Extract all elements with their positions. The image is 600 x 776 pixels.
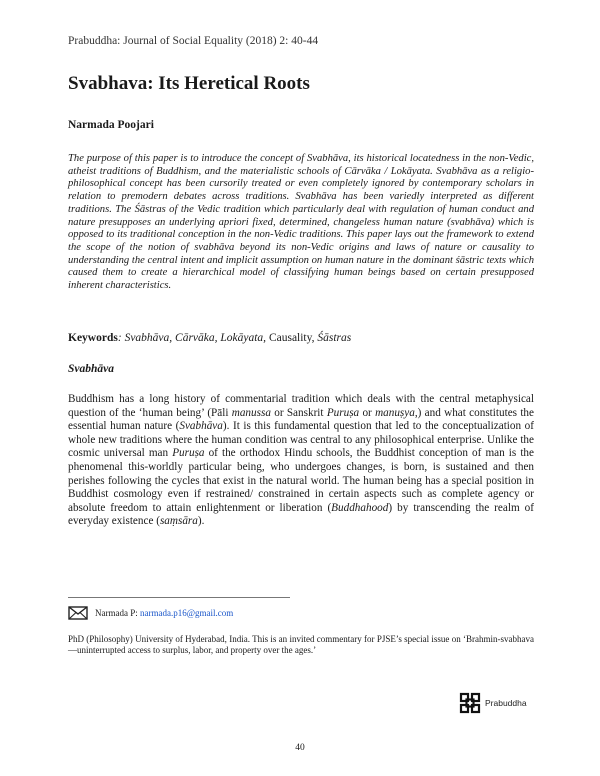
- page-number: 40: [295, 743, 305, 753]
- contact-prefix: Narmada P:: [95, 608, 138, 618]
- article-title: Svabhava: Its Heretical Roots: [68, 73, 310, 94]
- section-heading: Svabhāva: [68, 363, 114, 375]
- keywords-label: Keywords: [68, 332, 118, 344]
- keywords: Keywords: Svabhāva, Cārvāka, Lokāyata, Causality, Śāstras: [68, 332, 352, 344]
- knot-icon: [459, 692, 481, 714]
- prabuddha-logo: [459, 692, 527, 714]
- keywords-last: Śāstras: [317, 332, 352, 344]
- abstract: The purpose of this paper is to introduce the concept of Svabhāva, its historical locatedness in the non-Vedic, atheist traditions of Buddhism, and the materialistic schools of Cārvāka / Lokāyata. Svabhāva as a religio-philosophical concept has been cursorily treated or even completely ignored by contemporary scholars in relation to premodern debates across traditions. Svabhāva has been variedly interpreted as different traditions. The Śāstras of the Vedic tradition which particularly deal with regulation of human conduct and nature presupposes an underlying apriori fixed, determined, changeless human nature (svabhāva) which is opposed to its traditional conception in the non-Vedic traditions. This paper lays out the framework to extend the scope of the notion of svabhāva beyond its non-Vedic origins and laws of nature or causality to understanding the central intent and implicit assumption on human nature in the dominant śāstric texts which caused them to create a hierarchical model of classifying human beings based on certain presupposed inherent characteristics.: [68, 153, 534, 292]
- body-paragraph: Buddhism has a long history of commentarial tradition which deals with the central metaphysical question of the ‘human being’ (Pāli manussa or Sanskrit Puruṣa or manuṣya,) and what constitutes the essential human nature (Svabhāva). It is this fundamental question that led to the conceptualization of whole new traditions where the human condition was central to any philosophical enterprise. Unlike the cosmic universal man Puruṣa of the orthodox Hindu schools, the Buddhist conception of man is the phenomenal this-worldly particular being, who undergoes changes, is born, is sustained and then perishes following the cycles that exist in the natural world. The human being has a special position in Buddhist cosmology even if restrained/ constrained in certain aspects such as complete agency or absolute freedom to attain enlightenment or liberation (Buddhahood) by transcending the realm of everyday existence (saṃsāra).: [68, 393, 534, 528]
- envelope-icon: [68, 606, 88, 620]
- footnote-divider: [68, 597, 290, 598]
- logo-text: Prabuddha: [485, 698, 527, 708]
- keywords-plain: Causality,: [268, 332, 315, 344]
- affiliation-note: PhD (Philosophy) University of Hyderabad, India. This is an invited commentary for PJSE’s special issue on ‘Brahmin-svabhava—uninterrupted access to surplus, labor, and property over the ages.’: [68, 634, 534, 656]
- keywords-italic: Svabhāva, Cārvāka, Lokāyata,: [124, 332, 267, 344]
- journal-citation: Prabuddha: Journal of Social Equality (2018) 2: 40-44: [68, 35, 319, 47]
- author-name: Narmada Poojari: [68, 119, 154, 131]
- author-contact: [68, 606, 233, 620]
- email-link[interactable]: narmada.p16@gmail.com: [140, 608, 234, 618]
